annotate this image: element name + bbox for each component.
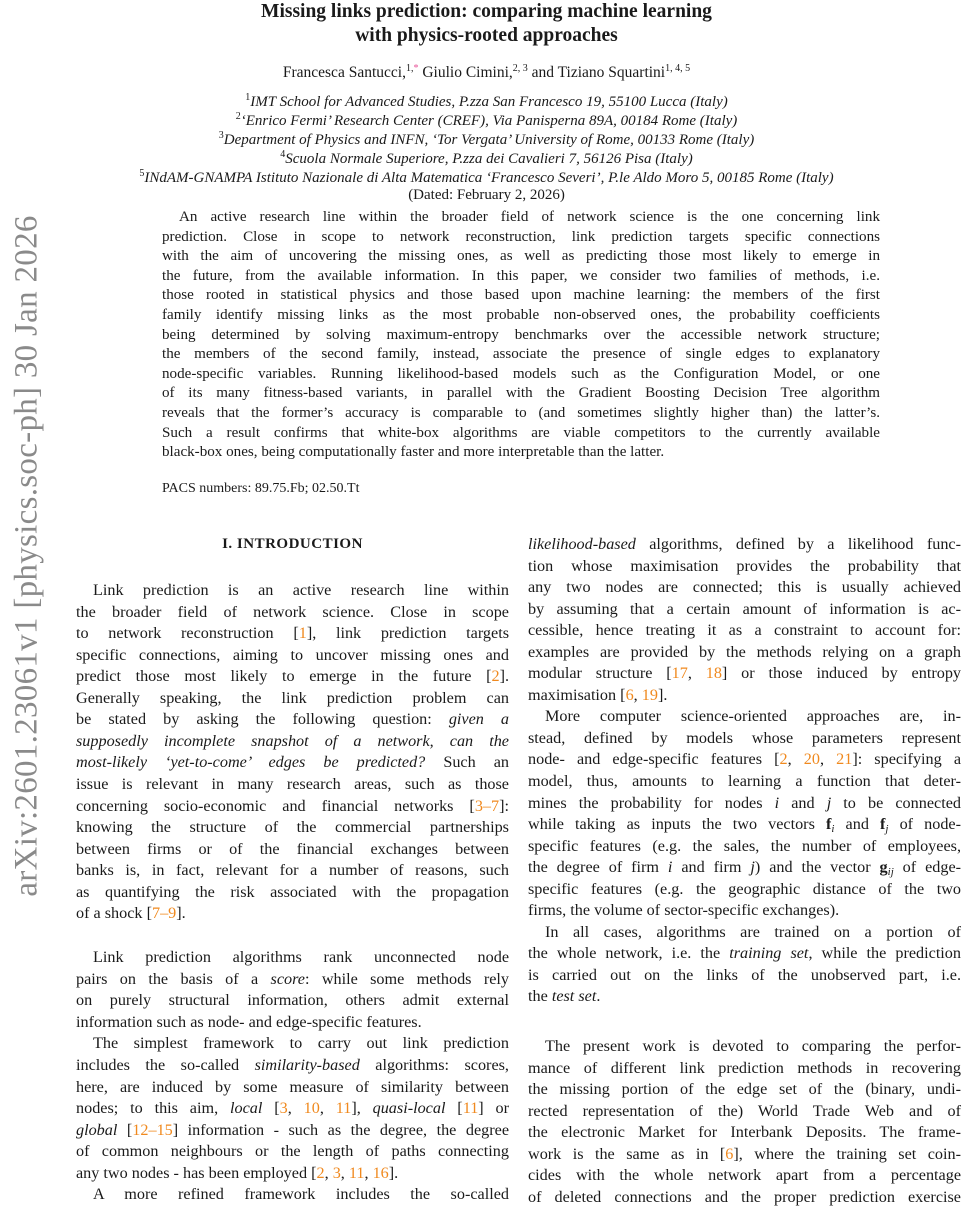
citation-link[interactable]: 18 (705, 664, 722, 683)
text-run: ]. (388, 1163, 399, 1182)
text-run: nodes; to this aim, (76, 1099, 230, 1118)
text-run: the whole network, i.e. the (528, 944, 730, 963)
text-line (76, 580, 509, 602)
text-line (76, 688, 509, 710)
affiliation-text: ‘Enrico Fermi’ Research Center (CREF), Via Panisperna 89A, 00184 Rome (Italy) (240, 113, 738, 129)
citation-link[interactable]: 19 (641, 685, 658, 704)
text-line (162, 306, 880, 326)
affiliation (0, 112, 973, 131)
text-run: work is the same as in [ (528, 1144, 726, 1163)
text-line (76, 1012, 509, 1034)
subscript-index: j (885, 823, 889, 836)
citation-link[interactable]: 2 (491, 667, 500, 686)
text-line (162, 443, 880, 463)
text-line (76, 1077, 509, 1099)
text-line (528, 534, 961, 556)
text-line (76, 947, 509, 969)
text-line (528, 900, 961, 922)
citation-link[interactable]: 11 (348, 1163, 365, 1182)
text-line (528, 749, 961, 771)
text-run: cides with the whole network apart from a percentage (528, 1166, 961, 1185)
text-run: Link prediction algorithms rank unconnected node (93, 948, 509, 967)
text-run: ], (351, 1099, 373, 1118)
text-run: specific connections, aiming to uncover missing ones and (76, 645, 509, 664)
text-run: is carried out on the links of the unobserved part, i.e. (528, 965, 961, 984)
italic-text: most-likely ‘yet-to-come’ edges be predicted? (76, 753, 426, 772)
text-run: The simplest framework to carry out link prediction (93, 1034, 509, 1053)
text-run: ], where the training set coin- (733, 1144, 961, 1163)
text-run: , (633, 685, 642, 704)
text-run: on purely structural information, others admit external (76, 991, 509, 1010)
text-run: , (364, 1163, 373, 1182)
text-line (528, 814, 961, 836)
text-line (162, 247, 880, 267)
text-run: [ (445, 1099, 463, 1118)
text-run: mance of different link prediction methods in recovering (528, 1058, 961, 1077)
text-line (528, 620, 961, 642)
affiliation-number: 1 (245, 92, 251, 103)
right-column (528, 534, 961, 1208)
citation-link[interactable]: 1 (298, 624, 307, 643)
text-line (528, 793, 961, 815)
text-run: the (528, 987, 552, 1006)
text-run: algorithms: scores, (359, 1056, 509, 1075)
citation-link[interactable]: 3 (332, 1163, 341, 1182)
text-line (528, 986, 961, 1008)
text-line (528, 857, 961, 879)
italic-text: j (826, 793, 832, 812)
affiliation (0, 150, 973, 169)
text-line (528, 728, 961, 750)
text-run: reveals that the former’s accuracy is comparable to (and sometimes slightly higher than) the latter’s. (162, 404, 880, 421)
text-line (76, 774, 509, 796)
paragraph (76, 1184, 509, 1206)
text-line (76, 817, 509, 839)
text-run: rected representation of the) World Trade Web and of (528, 1101, 961, 1120)
pacs-numbers: PACS numbers: 89.75.Fb; 02.50.Tt (162, 481, 360, 496)
paragraph (528, 706, 961, 921)
text-line (76, 645, 509, 667)
text-line (162, 384, 880, 404)
text-run: concerning socio-economic and financial networks [ (76, 796, 475, 815)
text-line (76, 1141, 509, 1163)
text-line (528, 771, 961, 793)
text-line (528, 836, 961, 858)
section-heading: I. INTRODUCTION (222, 536, 363, 552)
italic-text: global (76, 1120, 118, 1139)
text-line (162, 404, 880, 424)
bold-vector-symbol: f (880, 815, 886, 834)
text-line (162, 365, 880, 385)
text-run: of its many fitness-based variants, in parallel with the Gradient Boosting Decision Tree algorithm (162, 385, 880, 402)
text-run: . (596, 987, 601, 1006)
affiliation-number: 4 (280, 149, 286, 160)
text-run: issue is relevant in many research areas, such as those (76, 774, 509, 793)
citation-link[interactable]: 2 (316, 1163, 325, 1182)
text-run: family identify missing links as the most probable non-observed ones, the probability coefficients (162, 306, 880, 323)
text-run: firms, the volume of sector-specific exchanges). (528, 901, 840, 920)
italic-text: similarity-based (254, 1056, 360, 1075)
affiliation-marker: 1, 4, 5 (665, 63, 691, 74)
text-run: algorithms, defined by a likelihood func- (635, 535, 961, 553)
text-line (528, 642, 961, 664)
text-line (76, 969, 509, 991)
paragraph (76, 1033, 509, 1184)
abstract (162, 208, 880, 463)
text-line (528, 706, 961, 728)
citation-link[interactable]: 3 (279, 1099, 288, 1118)
text-line (76, 731, 509, 753)
text-line (76, 1033, 509, 1055)
citation-link[interactable]: 7–9 (151, 904, 177, 923)
text-run: tion whose maximisation provides the probability that (528, 556, 961, 575)
paper-title (0, 0, 973, 48)
text-line (528, 663, 961, 685)
text-run: of node- (888, 815, 962, 834)
text-run: information such as node- and edge-specific features. (76, 1012, 422, 1031)
text-line (162, 345, 880, 365)
text-line (76, 903, 509, 925)
text-line (76, 882, 509, 904)
text-line (76, 666, 509, 688)
affiliation (0, 131, 973, 150)
text-run: of edge- (893, 858, 962, 877)
text-run: Link prediction is an active research line within (93, 581, 509, 600)
text-run: the members of the second family, instead, associate the presence of single edges to explanatory (162, 346, 880, 363)
affiliation (0, 169, 973, 188)
text-run: More computer science-oriented approaches are, in- (545, 707, 961, 726)
text-run: and firm (672, 858, 751, 877)
text-line (76, 1120, 509, 1142)
text-run: banks is, in fact, relevant for a number of reasons, such (76, 861, 509, 880)
text-run: ]. (499, 667, 509, 686)
citation-link[interactable]: 6 (625, 685, 634, 704)
text-run: the electronic Market for Interbank Deposits. The frame- (528, 1123, 961, 1142)
affiliation-marker: 2, 3 (512, 63, 528, 74)
text-line (162, 267, 880, 287)
author-name: and Tiziano Squartini (531, 64, 666, 81)
text-run: stead, defined by models whose parameters represent (528, 728, 961, 747)
text-run: here, are induced by some measure of similarity between (76, 1077, 509, 1096)
citation-link[interactable]: 11 (462, 1099, 479, 1118)
affiliation-number: 5 (139, 168, 145, 179)
text-run: : while some methods rely (304, 969, 509, 988)
text-run: , (687, 664, 706, 683)
text-run: between firms or of the financial exchanges between (76, 839, 509, 858)
italic-text: quasi-local (372, 1099, 446, 1118)
text-run: prediction. Close in scope to network reconstruction, link prediction targets specific connections (162, 228, 880, 245)
abstract-paragraph (162, 208, 880, 463)
text-run: those rooted in statistical physics and those based upon machine learning: the members of the first (162, 287, 880, 304)
arxiv-side-label: arXiv:2601.23061v1 [physics.soc-ph] 30 Jan 2026 (8, 215, 45, 897)
text-line (76, 709, 509, 731)
text-line (528, 922, 961, 944)
text-line (528, 577, 961, 599)
text-run: mines the probability for nodes (528, 793, 775, 812)
paragraph (528, 1036, 961, 1208)
text-line (162, 424, 880, 444)
affiliation-text: INdAM-GNAMPA Istituto Nazionale di Alta Matematica ‘Francesco Severi’, P.le Aldo Moro 5, 00185 Rome (Italy) (144, 170, 834, 186)
text-line (528, 1165, 961, 1187)
citation-link[interactable]: 10 (303, 1099, 320, 1118)
text-run: A more refined framework includes the so-called (93, 1185, 509, 1204)
text-run: pairs on the basis of a (76, 969, 271, 988)
text-run: ] or (478, 1099, 510, 1118)
text-line (162, 326, 880, 346)
text-run: The present work is devoted to comparing the perfor- (545, 1037, 961, 1056)
citation-link[interactable]: 12–15 (132, 1120, 173, 1139)
subscript-index: ij (887, 866, 894, 879)
subscript-index: i (831, 823, 835, 836)
italic-text: score (270, 969, 305, 988)
paragraph (76, 580, 509, 925)
italic-text: given a (448, 710, 509, 729)
text-line (162, 228, 880, 248)
text-run: includes the so-called (76, 1056, 255, 1075)
affiliation-text: IMT School for Advanced Studies, P.zza San Francesco 19, 55100 Lucca (Italy) (250, 94, 728, 110)
text-line (528, 1079, 961, 1101)
text-run: ]. (657, 685, 668, 704)
text-run: black-box ones, being computationally faster and more interpretable than the latter. (162, 444, 665, 461)
text-run: to network reconstruction [ (76, 624, 299, 643)
text-run: of deleted connections and the proper prediction exercise (528, 1187, 961, 1206)
affiliation-marker: 1, (405, 63, 414, 74)
text-line (76, 839, 509, 861)
citation-link[interactable]: 3–7 (474, 796, 500, 815)
paragraph (528, 534, 961, 706)
text-line (528, 879, 961, 901)
text-run: as quantifying the risk associated with the propagation (76, 882, 509, 901)
text-line (528, 1187, 961, 1208)
affiliation-text: Department of Physics and INFN, ‘Tor Vergata’ University of Rome, 00133 Rome (Italy) (223, 132, 755, 148)
citation-link[interactable]: 21 (836, 750, 853, 769)
text-run: ]: (499, 796, 509, 815)
text-run: node- and edge-specific features [ (528, 750, 780, 769)
text-run: any two nodes are connected; this is usually achieved (528, 578, 961, 597)
text-run: Such a result confirms that white-box algorithms are viable competitors to the currently available (162, 424, 880, 441)
text-line (528, 1101, 961, 1123)
text-run: , (340, 1163, 349, 1182)
text-line (162, 286, 880, 306)
text-line (528, 1058, 961, 1080)
text-run: predict those most likely to emerge in the future [ (76, 667, 492, 686)
citation-link[interactable]: 17 (671, 664, 688, 683)
affiliation-text: Scuola Normale Superiore, P.zza dei Cavalieri 7, 56126 Pisa (Italy) (285, 151, 693, 167)
title-line: Missing links prediction: comparing machine learning (261, 1, 712, 22)
text-line (528, 965, 961, 987)
italic-text: training set (729, 944, 809, 963)
text-line (76, 752, 509, 774)
text-run: the broader field of network science. Close in scope (76, 602, 509, 621)
text-run: the missing portion of the edge set of the (binary, undi- (528, 1080, 961, 1099)
date-line: (Dated: February 2, 2026) (408, 187, 565, 203)
text-run: with the aim of uncovering the missing ones, as well as predicting those most likely to emerge in (162, 248, 880, 265)
text-run: of common neighbours or the length of paths connecting (76, 1142, 509, 1161)
italic-text: j (750, 858, 755, 877)
paragraph (76, 947, 509, 1033)
text-line (528, 1144, 961, 1166)
citation-link[interactable]: 11 (335, 1099, 352, 1118)
text-run: ) and the vector (754, 858, 880, 877)
text-line (76, 1098, 509, 1120)
text-run: and (834, 815, 881, 834)
paragraph (528, 922, 961, 1008)
text-line (528, 685, 961, 707)
text-run: specific features (e.g. the geographic distance of the two (528, 879, 961, 898)
text-run: , (787, 750, 804, 769)
text-run: , (819, 750, 837, 769)
title-line: with physics-rooted approaches (355, 25, 618, 46)
text-run: ] information - such as the degree, the degree (172, 1120, 510, 1139)
citation-link[interactable]: 6 (725, 1144, 734, 1163)
text-run: being determined by solving maximum-entropy benchmarks over the accessible network structure; (162, 326, 880, 343)
affiliations (0, 93, 973, 188)
author-list (0, 64, 973, 82)
text-run: , while the prediction (808, 944, 961, 963)
text-line (76, 1163, 509, 1185)
text-run: , (287, 1099, 304, 1118)
italic-text: i (774, 793, 780, 812)
text-run: , (324, 1163, 333, 1182)
text-line (528, 1122, 961, 1144)
affiliation (0, 93, 973, 112)
citation-link[interactable]: 2 (779, 750, 788, 769)
text-line (528, 943, 961, 965)
bold-vector-symbol: g (879, 858, 888, 877)
italic-text: likelihood-based (528, 535, 636, 553)
corresponding-author-link[interactable]: * (413, 63, 419, 74)
text-line (528, 599, 961, 621)
text-run: ]: specifying a (852, 750, 962, 769)
text-run: knowing the structure of the commercial partnerships (76, 818, 509, 837)
text-run: the future, from the available information. In this paper, we consider two families of methods, i.e. (162, 267, 880, 284)
left-column (76, 534, 509, 1206)
text-line (76, 623, 509, 645)
italic-text: test set (551, 987, 597, 1006)
text-run: ] or those induced by entropy (721, 664, 962, 683)
text-run: be stated by asking the following question: (76, 710, 449, 729)
bold-vector-symbol: f (825, 815, 832, 834)
text-run: cessible, hence treating it as a constraint to account for: (528, 621, 961, 640)
citation-link[interactable]: 16 (372, 1163, 389, 1182)
text-line (76, 796, 509, 818)
text-run: [ (117, 1120, 133, 1139)
text-run: ], link prediction targets (306, 624, 510, 643)
text-run: to be connected (831, 793, 961, 812)
italic-text: i (667, 858, 673, 877)
text-run: Such an (425, 753, 509, 772)
text-run: , (319, 1099, 336, 1118)
text-run: ]. (176, 904, 186, 923)
text-run: [ (262, 1099, 280, 1118)
text-run: specific features (e.g. the sales, the number of employees, (528, 836, 961, 855)
text-run: model, thus, amounts to learning a function that deter- (528, 772, 961, 791)
text-line (76, 1055, 509, 1077)
italic-text: local (230, 1099, 263, 1118)
text-line (162, 208, 880, 228)
text-line (76, 602, 509, 624)
text-run: modular structure [ (528, 664, 672, 683)
text-run: while taking as inputs the two vectors (528, 815, 826, 834)
text-run: by assuming that a certain amount of information is ac- (528, 599, 961, 618)
text-line (76, 860, 509, 882)
author-name: Francesca Santucci, (282, 64, 406, 81)
text-run: the degree of firm (528, 858, 668, 877)
citation-link[interactable]: 20 (803, 750, 820, 769)
text-run: maximisation [ (528, 685, 626, 704)
text-line (76, 1184, 509, 1206)
italic-text: supposedly incomplete snapshot of a network, can the (76, 731, 509, 750)
text-run: any two nodes - has been employed [ (76, 1163, 317, 1182)
text-line (528, 1036, 961, 1058)
affiliation-number: 3 (218, 130, 224, 141)
text-run: In all cases, algorithms are trained on a portion of (545, 922, 961, 941)
author-name: Giulio Cimini, (422, 64, 513, 81)
text-run: An active research line within the broader field of network science is the one concerning link (179, 209, 880, 225)
text-line (76, 990, 509, 1012)
text-line (528, 556, 961, 578)
text-run: of a shock [ (76, 904, 152, 923)
text-run: node-specific variables. Running likelihood-based models such as the Configuration Model, or one (162, 365, 880, 382)
text-run: Generally speaking, the link prediction problem can (76, 688, 509, 707)
affiliation-number: 2 (235, 111, 241, 122)
text-run: examples are provided by the methods relying on a graph (528, 642, 961, 661)
text-run: and (779, 793, 827, 812)
